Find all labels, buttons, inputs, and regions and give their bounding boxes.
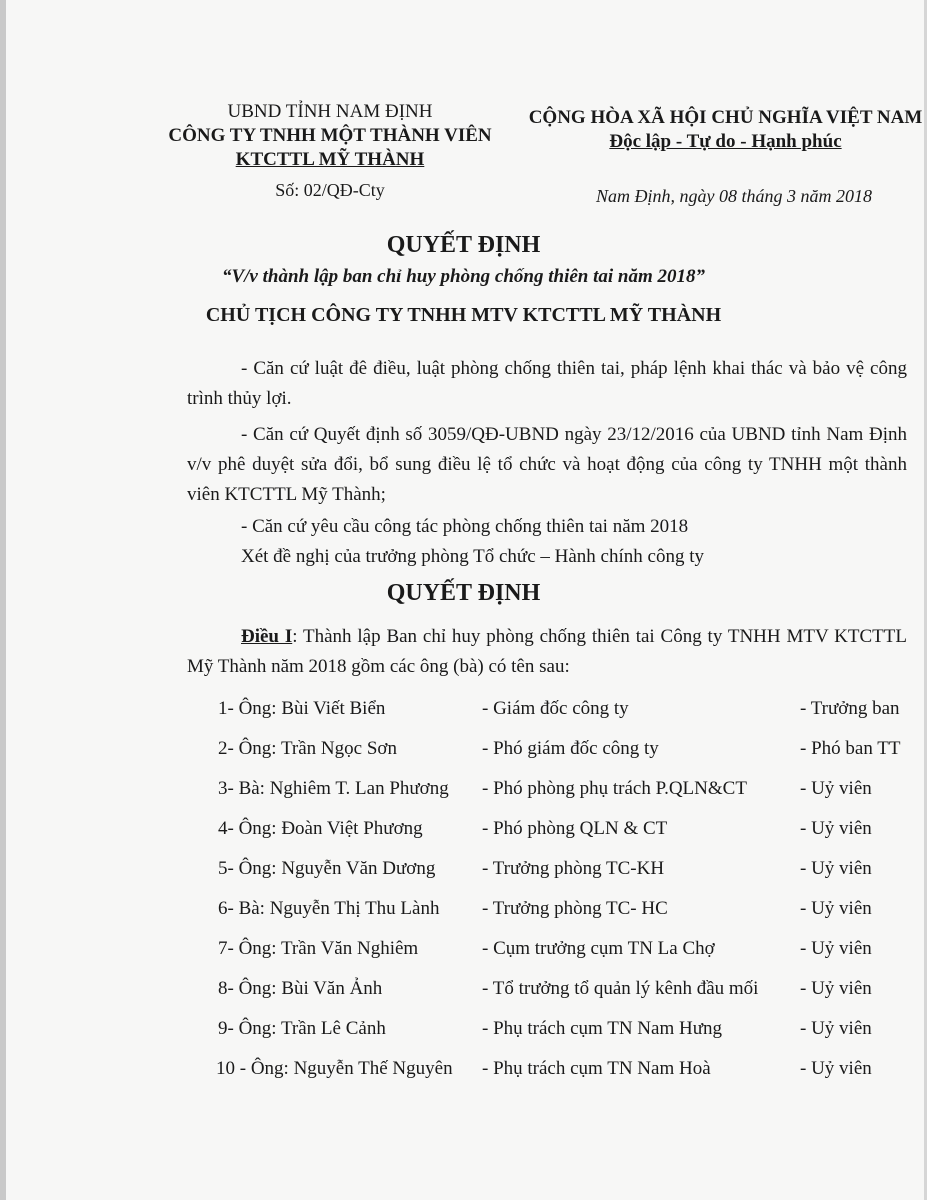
member-position: - Trưởng phòng TC- HC (482, 898, 668, 919)
proposal (187, 542, 907, 572)
article-1 (187, 622, 907, 682)
member-name: 10 - Ông: Nguyễn Thế Nguyên (216, 1058, 453, 1079)
member-role: - Uỷ viên (800, 978, 872, 999)
member-name: 3- Bà: Nghiêm T. Lan Phương (218, 778, 449, 799)
member-role: - Uỷ viên (800, 778, 872, 799)
member-position: - Phó phòng QLN & CT (482, 818, 668, 839)
member-row (0, 698, 927, 728)
member-name: 9- Ông: Trần Lê Cảnh (218, 1018, 386, 1039)
member-role: - Uỷ viên (800, 898, 872, 919)
national-motto: Độc lập - Tự do - Hạnh phúc (609, 131, 842, 152)
national-header (528, 106, 923, 154)
member-position: - Phụ trách cụm TN Nam Hoà (482, 1058, 711, 1079)
document-title: QUYẾT ĐỊNH (386, 232, 541, 258)
article-1-text: : Thành lập Ban chỉ huy phòng chống thiên tai Công ty TNHH MTV KTCTTL Mỹ Thành năm 2018 gồm các ông (bà) có tên sau: (187, 626, 907, 677)
member-name: 7- Ông: Trần Văn Nghiêm (218, 938, 419, 959)
member-row (0, 778, 927, 808)
member-name: 6- Bà: Nguyễn Thị Thu Lành (218, 898, 440, 919)
member-name: 8- Ông: Bùi Văn Ảnh (218, 978, 383, 999)
member-position: - Phó giám đốc công ty (482, 738, 659, 759)
org-line-2: CÔNG TY TNHH MỘT THÀNH VIÊN (168, 125, 492, 146)
organization-header (150, 100, 510, 202)
member-row (0, 858, 927, 888)
issue-date: Nam Định, ngày 08 tháng 3 năm 2018 (596, 186, 872, 206)
member-row (0, 738, 927, 768)
basis-2-text: - Căn cứ Quyết định số 3059/QĐ-UBND ngày 23/12/2016 của UBND tỉnh Nam Định v/v phê duyệt sửa đổi, bổ sung điều lệ tổ chức và hoạt động của công ty TNHH một thành viên KTCTTL Mỹ Thành; (187, 424, 907, 505)
proposal-text: Xét đề nghị của trưởng phòng Tổ chức – Hành chính công ty (241, 546, 704, 567)
member-position: - Phó phòng phụ trách P.QLN&CT (482, 778, 747, 799)
nation-name: CỘNG HÒA XÃ HỘI CHỦ NGHĨA VIỆT NAM (528, 107, 923, 128)
member-role: - Uỷ viên (800, 858, 872, 879)
basis-3-text: - Căn cứ yêu cầu công tác phòng chống thiên tai năm 2018 (241, 516, 689, 537)
member-row (0, 938, 927, 968)
org-line-1: UBND TỈNH NAM ĐỊNH (227, 101, 433, 122)
document-number: Số: 02/QĐ-Cty (275, 180, 385, 200)
basis-1-text: - Căn cứ luật đê điều, luật phòng chống thiên tai, pháp lệnh khai thác và bảo vệ công trình thủy lợi. (187, 358, 907, 409)
article-1-body (187, 622, 907, 682)
basis-2 (187, 420, 907, 510)
member-name: 1- Ông: Bùi Viết Biển (218, 698, 386, 719)
document-subtitle: “V/v thành lập ban chỉ huy phòng chống thiên tai năm 2018” (221, 266, 706, 287)
member-position: - Trưởng phòng TC-KH (482, 858, 665, 879)
member-role: - Uỷ viên (800, 818, 872, 839)
member-name: 5- Ông: Nguyễn Văn Dương (218, 858, 436, 879)
article-1-label: Điều I (241, 626, 293, 647)
member-role: - Uỷ viên (800, 1058, 872, 1079)
member-role: - Uỷ viên (800, 1018, 872, 1039)
member-row (0, 1018, 927, 1048)
member-row (0, 1058, 927, 1088)
member-row (0, 978, 927, 1008)
member-position: - Giám đốc công ty (482, 698, 629, 719)
member-position: - Tổ trưởng tổ quản lý kênh đầu mối (482, 978, 759, 999)
member-row (0, 818, 927, 848)
basis-1 (187, 354, 907, 414)
decision-title: QUYẾT ĐỊNH (386, 580, 541, 606)
org-line-3: KTCTTL MỸ THÀNH (235, 149, 425, 170)
member-role: - Phó ban TT (800, 738, 901, 759)
member-name: 4- Ông: Đoàn Việt Phương (218, 818, 423, 839)
member-role: - Uỷ viên (800, 938, 872, 959)
basis-3 (187, 512, 907, 542)
member-row (0, 898, 927, 928)
member-name: 2- Ông: Trần Ngọc Sơn (218, 738, 397, 759)
chairman-heading: CHỦ TỊCH CÔNG TY TNHH MTV KTCTTL MỸ THÀNH (205, 304, 722, 326)
member-role: - Trưởng ban (800, 698, 900, 719)
member-position: - Phụ trách cụm TN Nam Hưng (482, 1018, 723, 1039)
member-position: - Cụm trưởng cụm TN La Chợ (482, 938, 715, 959)
